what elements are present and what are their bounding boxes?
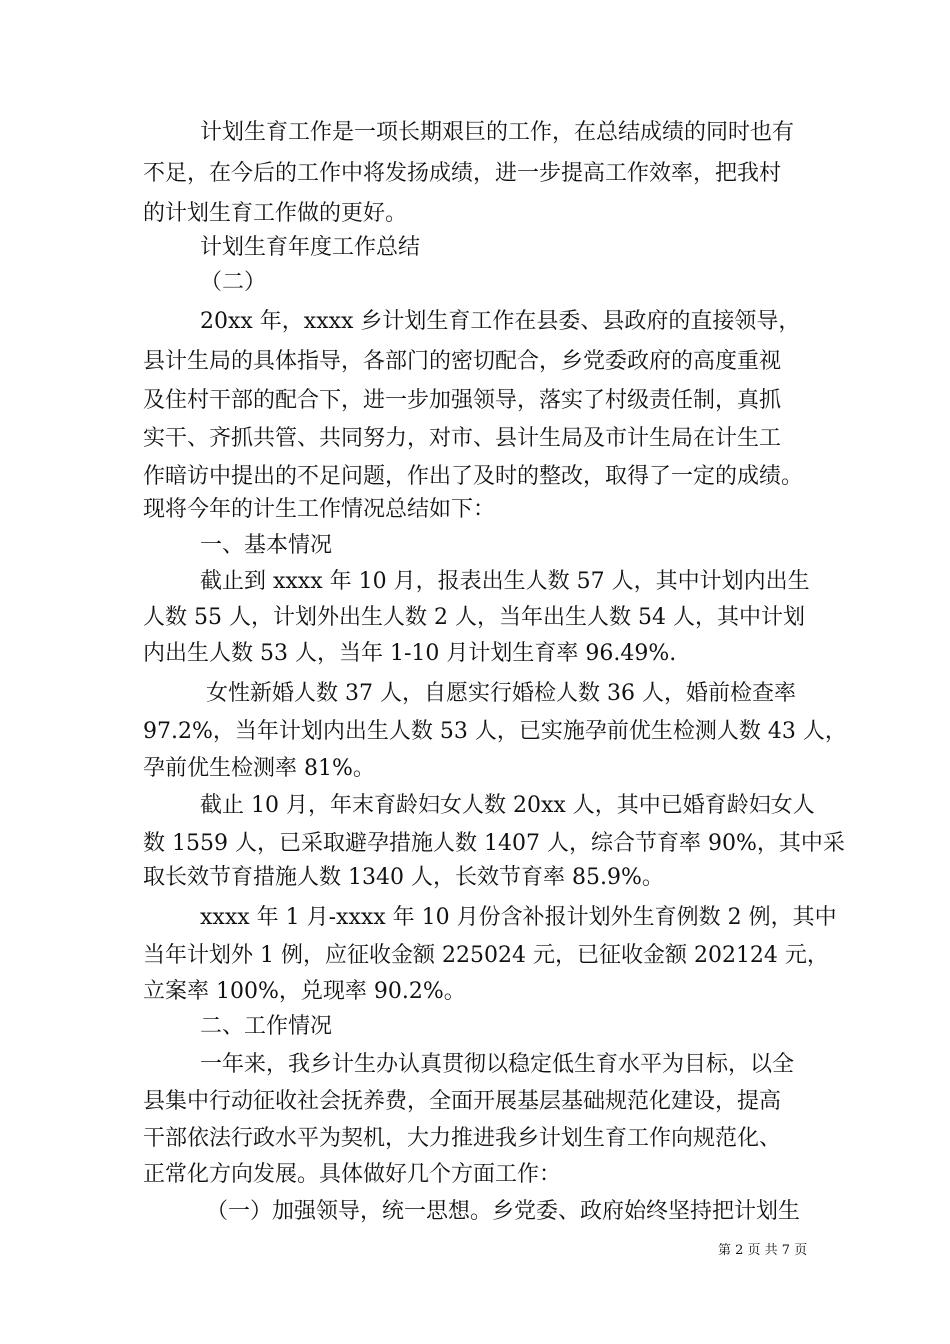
body-text-line: 取长效节育措施人数 1340 人，长效节育率 85.9%。	[143, 865, 664, 890]
section-subtitle: （二）	[200, 270, 267, 295]
body-text-line: 数 1559 人，已采取避孕措施人数 1407 人，综合节育率 90%，其中采	[143, 831, 845, 856]
body-text-line: 截止 10 月，年末育龄妇女人数 20xx 人，其中已婚育龄妇女人	[200, 793, 815, 818]
body-text-line: 县计生局的具体指导，各部门的密切配合，乡党委政府的高度重视	[143, 349, 782, 374]
body-text-line: 女性新婚人数 37 人，自愿实行婚检人数 36 人，婚前检查率	[206, 681, 796, 706]
body-text-line: 立案率 100%，兑现率 90.2%。	[143, 979, 466, 1004]
body-text-line: 一年来，我乡计生办认真贯彻以稳定低生育水平为目标，以全	[200, 1052, 795, 1077]
body-text-line: 正常化方向发展。具体做好几个方面工作：	[143, 1162, 562, 1187]
body-text-line: 内出生人数 53 人，当年 1-10 月计划生育率 96.49%.	[143, 641, 677, 666]
section-title: 计划生育年度工作总结	[200, 235, 421, 260]
body-text-line: 现将今年的计生工作情况总结如下：	[143, 497, 496, 522]
body-text-line: 20xx 年，xxxx 乡计划生育工作在县委、县政府的直接领导，	[200, 309, 801, 334]
body-text-line: 截止到 xxxx 年 10 月，报表出生人数 57 人，其中计划内出生	[200, 569, 810, 594]
body-text-line: xxxx 年 1 月-xxxx 年 10 月份含补报计划外生育例数 2 例，其中	[200, 905, 837, 930]
body-text-line: 及住村干部的配合下，进一步加强领导，落实了村级责任制，真抓	[143, 388, 782, 413]
body-text-line: 干部依法行政水平为契机，大力推进我乡计划生育工作向规范化、	[143, 1126, 782, 1151]
page-number-footer: 第 2 页 共 7 页	[718, 1243, 808, 1258]
body-text-line: （一）加强领导，统一思想。乡党委、政府始终坚持把计划生	[206, 1199, 801, 1224]
body-text-line: 97.2%，当年计划内出生人数 53 人，已实施孕前优生检测人数 43 人，	[143, 719, 847, 744]
body-text-line: 人数 55 人，计划外出生人数 2 人，当年出生人数 54 人，其中计划	[143, 605, 805, 630]
section-heading: 一、基本情况	[200, 533, 333, 558]
body-text-line: 实干、齐抓共管、共同努力，对市、县计生局及市计生局在计生工	[143, 426, 782, 451]
body-text-line: 县集中行动征收社会抚养费，全面开展基层基础规范化建设，提高	[143, 1089, 782, 1114]
section-heading: 二、工作情况	[200, 1014, 333, 1039]
body-text-line: 作暗访中提出的不足问题，作出了及时的整改，取得了一定的成绩。	[143, 464, 804, 489]
body-text-line: 计划生育工作是一项长期艰巨的工作，在总结成绩的同时也有	[200, 120, 795, 145]
body-text-line: 的计划生育工作做的更好。	[143, 201, 408, 226]
body-text-line: 孕前优生检测率 81%。	[143, 756, 375, 781]
body-text-line: 不足，在今后的工作中将发扬成绩，进一步提高工作效率，把我村	[143, 161, 782, 186]
body-text-line: 当年计划外 1 例，应征收金额 225024 元，已征收金额 202124 元，	[143, 943, 829, 968]
